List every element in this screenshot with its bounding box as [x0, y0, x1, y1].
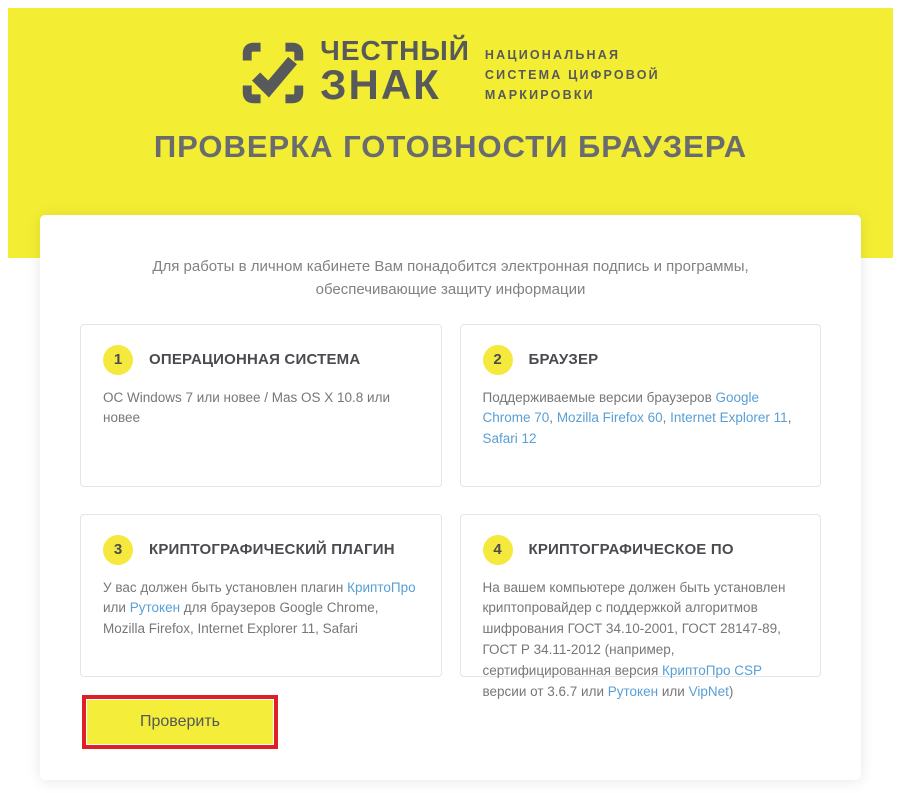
- link-рутокен[interactable]: Рутокен: [607, 684, 659, 700]
- logo-wordmark: [320, 35, 470, 108]
- requirement-card: [460, 514, 822, 700]
- link-рутокен[interactable]: Рутокен: [129, 600, 181, 616]
- body-text-segment: У вас должен быть установлен плагин: [103, 579, 348, 595]
- body-text-segment: ,: [787, 410, 792, 426]
- body-text-segment: ): [728, 684, 734, 700]
- body-text-segment: Поддерживаемые версии браузеров: [482, 389, 716, 405]
- card-header: [483, 535, 799, 565]
- card-header: [483, 345, 799, 375]
- content-card: [40, 215, 861, 780]
- requirement-card: [460, 324, 822, 487]
- checkmark-frame-icon: [241, 41, 305, 105]
- intro-text: Для работы в личном кабинете Вам понадобится электронная подпись и программы, обеспечивающие защиту информации: [152, 258, 749, 299]
- link-mozilla-firefox-60[interactable]: Mozilla Firefox 60: [556, 410, 663, 426]
- page-title: ПРОВЕРКА ГОТОВНОСТИ БРАУЗЕРА: [153, 129, 748, 164]
- card-body-text: [103, 578, 419, 641]
- card-header: [103, 345, 419, 375]
- link-криптопро[interactable]: КриптоПро: [347, 579, 416, 595]
- link-safari-12[interactable]: Safari 12: [482, 431, 537, 447]
- card-title: БРАУЗЕР: [528, 351, 599, 368]
- body-text-segment: OC Windows 7 или новее / Mas OS X 10.8 или новее: [103, 389, 390, 426]
- requirement-card: [80, 324, 442, 487]
- card-header: [103, 535, 419, 565]
- body-text-segment: версии от 3.6.7 или: [482, 684, 608, 700]
- requirement-card: [80, 514, 442, 677]
- card-body-text: [483, 388, 799, 451]
- logo-tagline: [485, 38, 660, 105]
- logo-word-line1: ЧЕСТНЫЙ: [320, 35, 470, 66]
- card-body-text: [483, 578, 799, 704]
- link-internet-explorer-11[interactable]: Internet Explorer 11: [670, 410, 788, 426]
- card-body-text: [103, 388, 419, 430]
- check-button[interactable]: Проверить: [87, 700, 273, 744]
- body-text-segment: ,: [549, 410, 557, 426]
- logo: [8, 8, 893, 108]
- logo-word-line2: ЗНАК: [320, 60, 441, 108]
- body-text-segment: или: [103, 600, 130, 616]
- step-number-badge: 3: [103, 535, 133, 565]
- link-vipnet[interactable]: VipNet: [688, 684, 729, 700]
- logo-tagline-line2: СИСТЕМА ЦИФРОВОЙ: [484, 68, 660, 82]
- step-number-badge: 1: [103, 345, 133, 375]
- card-title: ОПЕРАЦИОННАЯ СИСТЕМА: [149, 351, 361, 368]
- body-text-segment: На вашем компьютере должен быть установлен криптопровайдер с поддержкой алгоритмов шифрования ГОСТ 34.10-2001, ГОСТ 28147-89, ГОСТ Р 34.11-2012 (например, сертифицированная версия: [482, 579, 786, 679]
- link-криптопро-csp[interactable]: КриптоПро CSP: [662, 663, 762, 679]
- card-title: КРИПТОГРАФИЧЕСКИЙ ПЛАГИН: [149, 541, 395, 558]
- card-title: КРИПТОГРАФИЧЕСКОЕ ПО: [528, 541, 734, 558]
- logo-tagline-line3: МАРКИРОВКИ: [484, 88, 595, 102]
- link-google-chrome-70[interactable]: Google Chrome 70: [482, 389, 760, 426]
- step-number-badge: 4: [483, 535, 513, 565]
- body-text-segment: для браузеров Google Chrome, Mozilla Firefox, Internet Explorer 11, Safari: [103, 600, 379, 637]
- red-highlight-annotation: [82, 695, 278, 749]
- logo-tagline-line1: НАЦИОНАЛЬНАЯ: [484, 48, 621, 62]
- body-text-segment: ,: [662, 410, 671, 426]
- body-text-segment: или: [658, 684, 689, 700]
- requirements-grid: [40, 302, 861, 700]
- step-number-badge: 2: [483, 345, 513, 375]
